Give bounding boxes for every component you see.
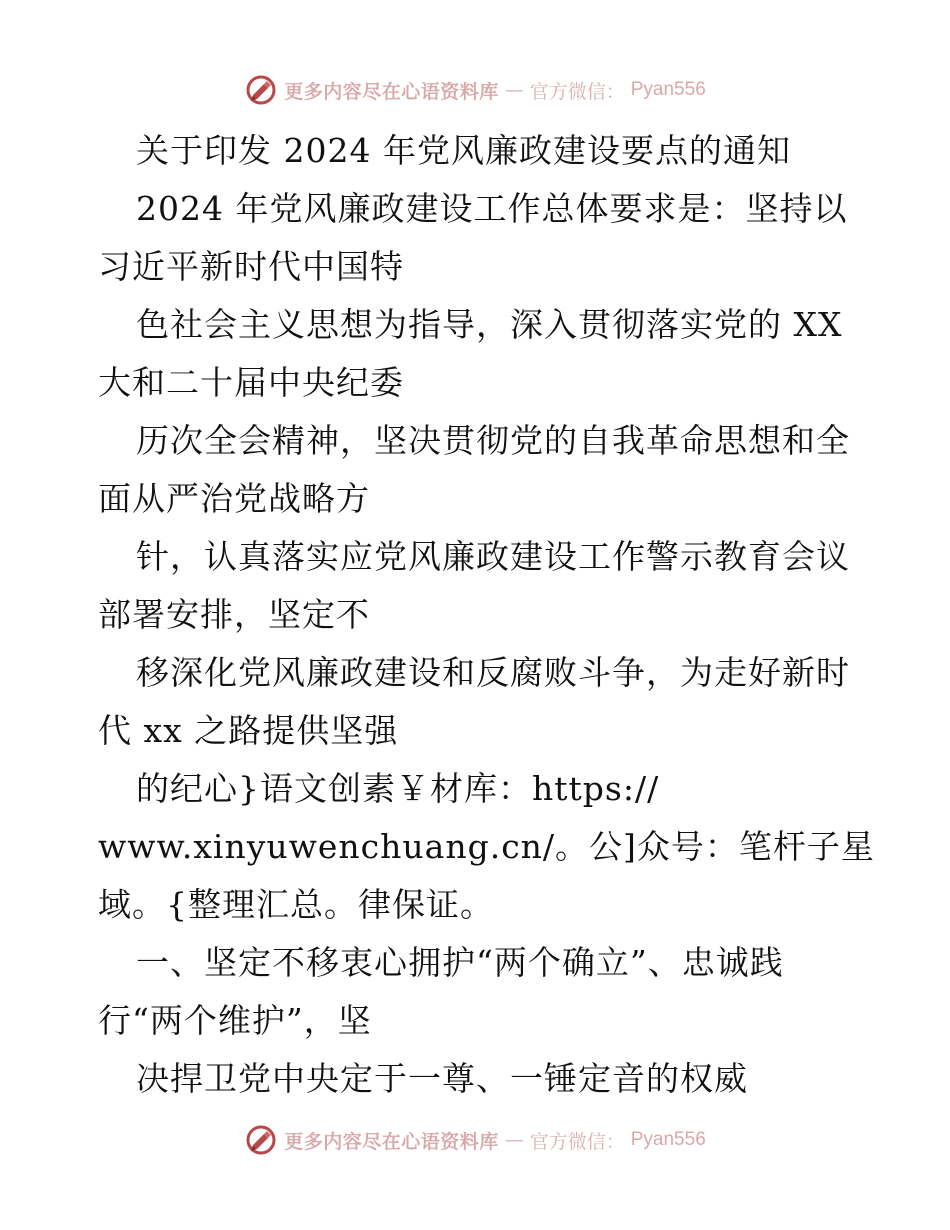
text-line: 代 xx 之路提供坚强 — [98, 711, 399, 750]
text-line: 部署安排，坚定不 — [98, 595, 370, 634]
text-line: 色社会主义思想为指导，深入贯彻落实党的 XX — [136, 305, 843, 344]
banner-wechat-id: Pyan556 — [630, 1129, 706, 1150]
banner-wechat-id: Pyan556 — [630, 79, 706, 100]
banner-text: 更多内容尽在心语资料库 — [284, 1130, 499, 1153]
text-line: 一、坚定不移衷心拥护“两个确立”、忠诚践 — [136, 943, 784, 982]
text-line: 针，认真落实应党风廉政建设工作警示教育会议 — [136, 537, 850, 576]
logo-icon — [244, 73, 278, 107]
banner-text: 更多内容尽在心语资料库 — [284, 80, 499, 103]
header-banner — [0, 70, 950, 110]
text-line: 决捍卫党中央定于一尊、一锤定音的权威 — [136, 1059, 748, 1098]
text-line: 面从严治党战略方 — [98, 479, 370, 518]
text-line: www.xinyuwenchuang.cn/。公]众号：笔杆子星 — [98, 827, 875, 866]
banner-wechat-label: 官方微信： — [529, 80, 625, 103]
banner-wechat-label: 官方微信： — [529, 1130, 625, 1153]
text-line: 2024 年党风廉政建设工作总体要求是：坚持以 — [136, 189, 848, 228]
text-line: 历次全会精神，坚决贯彻党的自我革命思想和全 — [136, 421, 850, 460]
document-body — [98, 122, 878, 1108]
text-line: 大和二十届中央纪委 — [98, 363, 404, 402]
banner-separator: — — [504, 1129, 524, 1151]
text-line: 域。{整理汇总。律保证。 — [98, 885, 494, 924]
text-line: 习近平新时代中国特 — [98, 247, 404, 286]
text-line: 行“两个维护”，坚 — [98, 1001, 372, 1040]
footer-banner — [0, 1120, 950, 1160]
text-line: 的纪心}语文创素￥材库：https:// — [136, 769, 660, 808]
banner-separator: — — [504, 79, 524, 101]
logo-icon — [244, 1123, 278, 1157]
text-line: 移深化党风廉政建设和反腐败斗争，为走好新时 — [136, 653, 850, 692]
text-line: 关于印发 2024 年党风廉政建设要点的通知 — [136, 131, 791, 170]
